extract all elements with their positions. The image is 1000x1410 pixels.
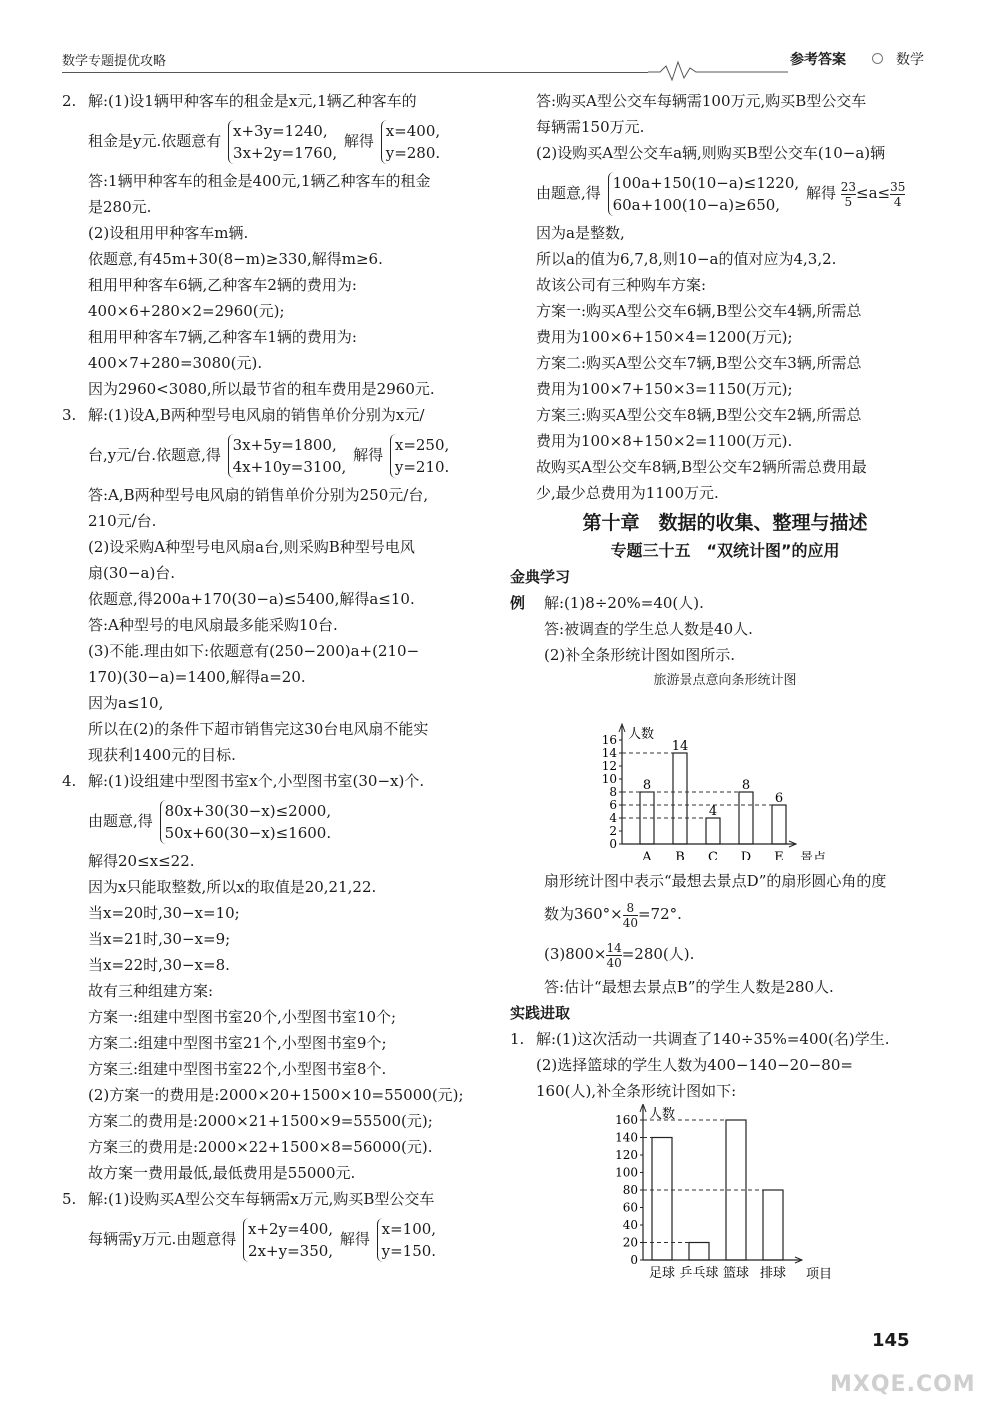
question-number: 4. [62, 772, 77, 790]
equation-system: x+2y=400, 2x+y=350, [243, 1218, 333, 1262]
answer-line: (2)补全条形统计图如图所示. [544, 646, 736, 664]
answer-line: 方案二的费用是:2000×21+1500×9=55500(元); [88, 1112, 433, 1130]
y-tick-label: 60 [622, 1200, 638, 1215]
example-label: 例 [510, 594, 526, 612]
answer-line: 解:(1)设1辆甲种客车的租金是x元,1辆乙种客车的 [88, 92, 417, 110]
x-tick-label: 篮球 [722, 1266, 750, 1281]
chart-title: 旅游景点意向条形统计图 [653, 673, 797, 688]
answer-line: 故购买A型公交车8辆,B型公交车2辆所需总费用最 [536, 458, 867, 476]
answer-line: 每辆需y万元.由题意得 [88, 1230, 237, 1248]
y-tick-label: 0 [630, 1253, 638, 1267]
equation-solution: x=400, y=280. [381, 120, 440, 164]
header-wave-icon [648, 58, 788, 84]
y-tick-label: 12 [601, 759, 617, 773]
answer-line: 费用为100×8+150×2=1100(万元). [536, 432, 793, 450]
answer-line: 400×7+280=3080(元). [88, 354, 263, 372]
answer-line: 方案二:组建中型图书室21个,小型图书室9个; [88, 1034, 387, 1052]
answer-line: 租用甲种客车7辆,乙种客车1辆的费用为: [88, 328, 357, 346]
answer-section-label: 参考答案 [790, 52, 846, 68]
answer-line: ≤a≤ [856, 184, 891, 202]
answer-line: 因为2960<3080,所以最节省的租车费用是2960元. [88, 380, 435, 398]
answer-line: (2)方案一的费用是:2000×20+1500×10=55000(元); [88, 1086, 464, 1104]
answer-line: 解得 [343, 132, 374, 150]
bar [652, 1138, 672, 1261]
header-circle-icon [872, 53, 883, 64]
answer-line: 每辆需150万元. [536, 118, 645, 136]
answer-line: 答:估计“最想去景点B”的学生人数是280人. [544, 978, 834, 996]
answer-line: 答:A种型号的电风扇最多能采购10台. [88, 616, 338, 634]
answer-line: 当x=21时,30−x=9; [88, 930, 231, 948]
bar [706, 818, 720, 844]
answer-line: 解:(1)这次活动一共调查了140÷35%=400(名)学生. [536, 1030, 890, 1048]
answer-line: =72°. [637, 905, 682, 923]
answer-line: (3)800× [544, 945, 607, 963]
inequality-system: 100a+150(10−a)≤1220, 60a+100(10−a)≥650, [608, 172, 800, 216]
topic-title: 专题三十五 “双统计图”的应用 [610, 541, 840, 560]
y-tick-label: 20 [622, 1235, 638, 1250]
y-tick-label: 8 [609, 785, 617, 799]
tourism-bar-chart [510, 694, 940, 860]
bar [673, 753, 687, 844]
fraction: $\frac{14}{40}$ [606, 940, 622, 970]
y-tick-label: 16 [601, 733, 617, 747]
answer-line: (2)设采购A种型号电风扇a台,则采购B种型号电风 [88, 538, 415, 556]
x-tick-label: 乒乓球 [679, 1266, 719, 1281]
data-label: 6 [774, 791, 784, 806]
inequality-system: 80x+30(30−x)≤2000, 50x+60(30−x)≤1600. [160, 800, 332, 844]
answer-line: 解得20≤x≤22. [88, 852, 195, 870]
answer-line: 租金是y元.依题意有 [88, 132, 222, 150]
y-tick-label: 0 [609, 837, 617, 851]
answer-line: 解:(1)设A,B两种型号电风扇的销售单价分别为x元/ [88, 406, 425, 424]
bar [739, 792, 753, 844]
answer-line: =280(人). [621, 945, 695, 963]
answer-line: 所以a的值为6,7,8,则10−a的值对应为4,3,2. [536, 250, 837, 268]
bar [772, 805, 786, 844]
x-tick-label: C [708, 850, 718, 860]
bar [689, 1243, 709, 1261]
y-tick-label: 14 [601, 746, 617, 760]
y-tick-label: 2 [609, 824, 617, 838]
answer-line: 因为a是整数, [536, 224, 625, 242]
equation-system: 3x+5y=1800, 4x+10y=3100, [228, 434, 347, 478]
x-axis-label: 景点 [800, 851, 827, 860]
y-tick-label: 140 [615, 1130, 638, 1145]
answer-line: 解:(1)设组建中型图书室x个,小型图书室(30−x)个. [88, 772, 425, 790]
data-label: 8 [741, 778, 751, 793]
answer-line: 当x=20时,30−x=10; [88, 904, 240, 922]
answer-line: 解:(1)8÷20%=40(人). [544, 594, 704, 612]
answer-line: 解得 [805, 184, 836, 202]
subject-label: 数学 [896, 52, 924, 68]
data-label: 4 [708, 804, 718, 819]
y-tick-label: 160 [615, 1113, 638, 1127]
question-number: 1. [510, 1030, 525, 1048]
answer-line: 答:购买A型公交车每辆需100万元,购买B型公交车 [536, 92, 867, 110]
watermark-logo: MXQE.COM [830, 1372, 976, 1397]
answer-line: 少,最少总费用为1100万元. [536, 484, 719, 502]
answer-line: 方案一:购买A型公交车6辆,B型公交车4辆,所需总 [536, 302, 862, 320]
answer-line: 故该公司有三种购车方案: [536, 276, 707, 294]
answer-line: 400×6+280×2=2960(元); [88, 302, 285, 320]
answer-line: 是280元. [88, 198, 152, 216]
y-tick-label: 6 [609, 798, 617, 812]
answer-line: 扇(30−a)台. [88, 564, 176, 582]
answer-line: 所以在(2)的条件下超市销售完这30台电风扇不能实 [88, 720, 429, 738]
y-axis-label: 人数 [628, 727, 655, 742]
answer-line: (2)设租用甲种客车m辆. [88, 224, 249, 242]
equation-solution: x=100, y=150. [377, 1218, 436, 1262]
data-label: 14 [671, 739, 689, 754]
x-tick-label: E [774, 850, 784, 860]
equation-system: x+3y=1240, 3x+2y=1760, [228, 120, 337, 164]
y-tick-label: 100 [615, 1165, 638, 1180]
answer-line: 答:A,B两种型号电风扇的销售单价分别为250元/台, [88, 486, 429, 504]
answer-line: 数为360°× [544, 905, 623, 923]
x-tick-label: 足球 [648, 1266, 676, 1281]
fraction: $\frac{35}{4}$ [890, 179, 906, 209]
section-heading: 金典学习 [510, 568, 571, 586]
y-tick-label: 10 [601, 772, 617, 786]
answer-line: 当x=22时,30−x=8. [88, 956, 230, 974]
section-heading: 实践进取 [510, 1004, 571, 1022]
answer-line: 方案二:购买A型公交车7辆,B型公交车3辆,所需总 [536, 354, 862, 372]
answer-line: 210元/台. [88, 512, 157, 530]
answer-line: 方案三的费用是:2000×22+1500×8=56000(元). [88, 1138, 433, 1156]
y-axis-label: 人数 [649, 1107, 676, 1122]
left-column [62, 88, 482, 1266]
answer-line: 答:被调查的学生总人数是40人. [544, 620, 753, 638]
header-rule-left [62, 72, 648, 73]
answer-line: 因为x只能取整数,所以x的取值是20,21,22. [88, 878, 377, 896]
answer-line: (2)选择篮球的学生人数为400−140−20−80= [536, 1056, 853, 1074]
x-axis-label: 项目 [806, 1267, 833, 1282]
question-number: 3. [62, 406, 77, 424]
x-tick-label: B [675, 850, 685, 860]
answer-line: 因为a≤10, [88, 694, 164, 712]
answer-line: 解得 [353, 446, 384, 464]
x-tick-label: D [740, 850, 752, 860]
page-number: 145 [872, 1330, 910, 1351]
answer-line: (3)不能.理由如下:依题意有(250−200)a+(210− [88, 642, 420, 660]
book-title: 数学专题提优攻略 [62, 54, 167, 69]
question-number: 5. [62, 1190, 77, 1208]
right-column [510, 88, 940, 1292]
answer-line: 扇形统计图中表示“最想去景点D”的扇形圆心角的度 [544, 872, 887, 890]
sports-bar-chart [510, 1104, 940, 1284]
answer-line: 由题意,得 [536, 184, 601, 202]
answer-line: 方案三:购买A型公交车8辆,B型公交车2辆,所需总 [536, 406, 862, 424]
x-tick-label: 排球 [759, 1266, 787, 1281]
answer-line: 方案一:组建中型图书室20个,小型图书室10个; [88, 1008, 397, 1026]
answer-line: 故有三种组建方案: [88, 982, 214, 1000]
fraction: $\frac{23}{5}$ [840, 179, 857, 209]
y-tick-label: 120 [615, 1148, 638, 1162]
data-label: 8 [642, 778, 652, 793]
y-tick-label: 80 [622, 1183, 638, 1197]
answer-line: 费用为100×6+150×4=1200(万元); [536, 328, 793, 346]
page-header [0, 0, 1000, 80]
answer-line: 解:(1)设购买A型公交车每辆需x万元,购买B型公交车 [88, 1190, 435, 1208]
answer-line: 台,y元/台.依题意,得 [88, 446, 221, 464]
answer-line: 租用甲种客车6辆,乙种客车2辆的费用为: [88, 276, 357, 294]
answer-line: 故方案一费用最低,最低费用是55000元. [88, 1164, 356, 1182]
answer-line: 由题意,得 [88, 812, 153, 830]
answer-line: 依题意,有45m+30(8−m)≥330,解得m≥6. [88, 250, 383, 268]
answer-line: 方案三:组建中型图书室22个,小型图书室8个. [88, 1060, 387, 1078]
answer-line: 答:1辆甲种客车的租金是400元,1辆乙种客车的租金 [88, 172, 431, 190]
answer-line: 费用为100×7+150×3=1150(万元); [536, 380, 793, 398]
answer-line: 170)(30−a)=1400,解得a=20. [88, 668, 306, 686]
bar [763, 1190, 783, 1260]
question-number: 2. [62, 92, 77, 110]
answer-line: (2)设购买A型公交车a辆,则购买B型公交车(10−a)辆 [536, 144, 886, 162]
answer-line: 解得 [339, 1230, 370, 1248]
equation-solution: x=250, y=210. [390, 434, 449, 478]
y-tick-label: 40 [622, 1218, 638, 1232]
fraction: $\frac{8}{40}$ [622, 900, 638, 930]
chapter-title: 第十章 数据的收集、整理与描述 [582, 512, 868, 534]
answer-line: 现获利1400元的目标. [88, 746, 236, 764]
answer-line: 依题意,得200a+170(30−a)≤5400,解得a≤10. [88, 590, 415, 608]
answer-line: 160(人),补全条形统计图如下: [536, 1082, 737, 1100]
y-tick-label: 4 [609, 811, 617, 825]
x-tick-label: A [642, 850, 652, 860]
